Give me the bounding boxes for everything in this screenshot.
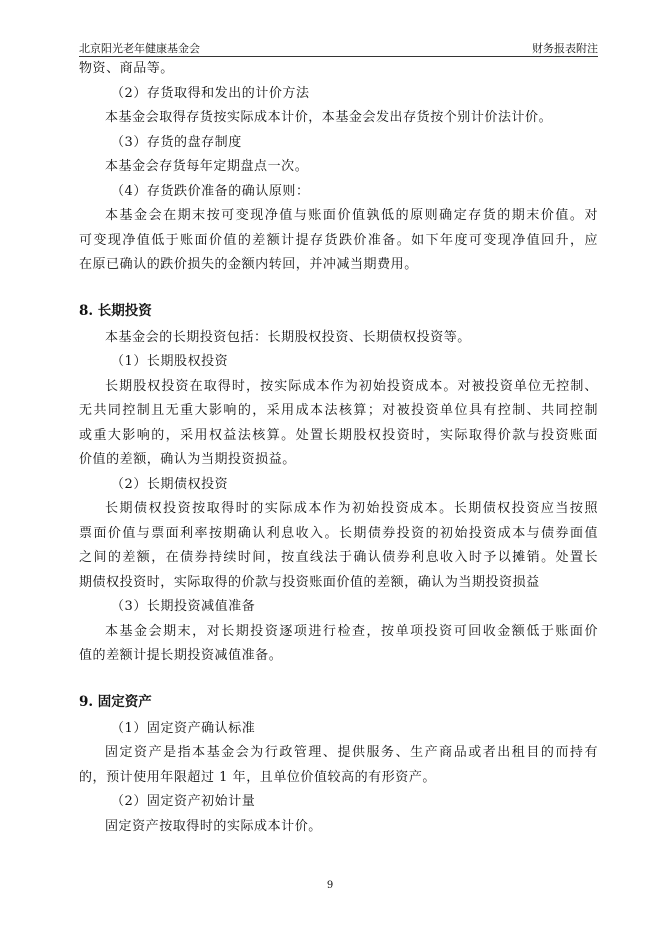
paragraph-line: 本基金会期末，对长期投资逐项进行检查，按单项投资可回收金额低于账面价 bbox=[105, 623, 598, 639]
subheading: （3）存货的盘存制度 bbox=[111, 134, 242, 150]
paragraph-line: 价值的差额，确认为当期投资损益。 bbox=[79, 452, 296, 467]
subheading: （1）长期股权投资 bbox=[111, 354, 229, 369]
paragraph-line: 可变现净值低于账面价值的差额计提存货跌价准备。如下年度可变现净值回升，应 bbox=[79, 232, 598, 248]
paragraph-line: 之间的差额，在债券持续时间，按直线法于确认债券利息收入时予以摊销。处置长 bbox=[79, 550, 598, 565]
page-number: 9 bbox=[326, 880, 334, 891]
paragraph-line: 本基金会的长期投资包括：长期股权投资、长期债权投资等。 bbox=[105, 329, 471, 345]
subheading: （2）长期债权投资 bbox=[111, 476, 229, 492]
section-heading-fixed-assets: 9. 固定资产 bbox=[79, 693, 152, 710]
paragraph-line: 固定资产是指本基金会为行政管理、提供服务、生产商品或者出租目的而持有 bbox=[105, 745, 598, 760]
paragraph-line: 期债权投资时，实际取得的价款与投资账面价值的差额，确认为当期投资损益 bbox=[79, 574, 540, 590]
paragraph-line: 在原已确认的跌价损失的金额内转回，并冲减当期费用。 bbox=[79, 257, 418, 272]
paragraph-line: 或重大影响的，采用权益法核算。处置长期股权投资时，实际取得价款与投资账面 bbox=[79, 427, 598, 443]
paragraph-line: 长期股权投资在取得时，按实际成本作为初始投资成本。对被投资单位无控制、 bbox=[105, 378, 598, 394]
document-body bbox=[79, 57, 598, 839]
subheading: （4）存货跌价准备的确认原则： bbox=[111, 183, 310, 199]
header-section-title: 财务报表附注 bbox=[532, 42, 598, 55]
paragraph-line: 本基金会取得存货按实际成本计价，本基金会发出存货按个别计价法计价。 bbox=[105, 110, 553, 125]
header-organization: 北京阳光老年健康基金会 bbox=[79, 42, 200, 55]
paragraph-line: 固定资产按取得时的实际成本计价。 bbox=[105, 818, 322, 834]
paragraph-line: 无共同控制且无重大影响的，采用成本法核算；对被投资单位具有控制、共同控制 bbox=[79, 403, 598, 418]
subheading: （2）存货取得和发出的计价方法 bbox=[111, 85, 310, 101]
subheading: （3）长期投资减值准备 bbox=[111, 599, 256, 614]
paragraph-line: 的，预计使用年限超过 1 年，且单位价值较高的有形资产。 bbox=[79, 769, 436, 785]
paragraph-line: 本基金会存货每年定期盘点一次。 bbox=[105, 159, 309, 174]
paragraph-line: 长期债权投资按取得时的实际成本作为初始投资成本。长期债权投资应当按照 bbox=[105, 501, 598, 516]
paragraph-line: 物资、商品等。 bbox=[79, 61, 174, 76]
paragraph-line: 本基金会在期末按可变现净值与账面价值孰低的原则确定存货的期末价值。对 bbox=[105, 208, 598, 223]
paragraph-line: 值的差额计提长期投资减值准备。 bbox=[79, 648, 283, 663]
paragraph-line: 票面价值与票面利率按期确认利息收入。长期债券投资的初始投资成本与债券面值 bbox=[79, 525, 598, 541]
section-heading-long-term-investment: 8. 长期投资 bbox=[79, 302, 152, 319]
page-header bbox=[79, 38, 598, 57]
subheading: （2）固定资产初始计量 bbox=[111, 794, 256, 809]
subheading: （1）固定资产确认标准 bbox=[111, 720, 256, 736]
